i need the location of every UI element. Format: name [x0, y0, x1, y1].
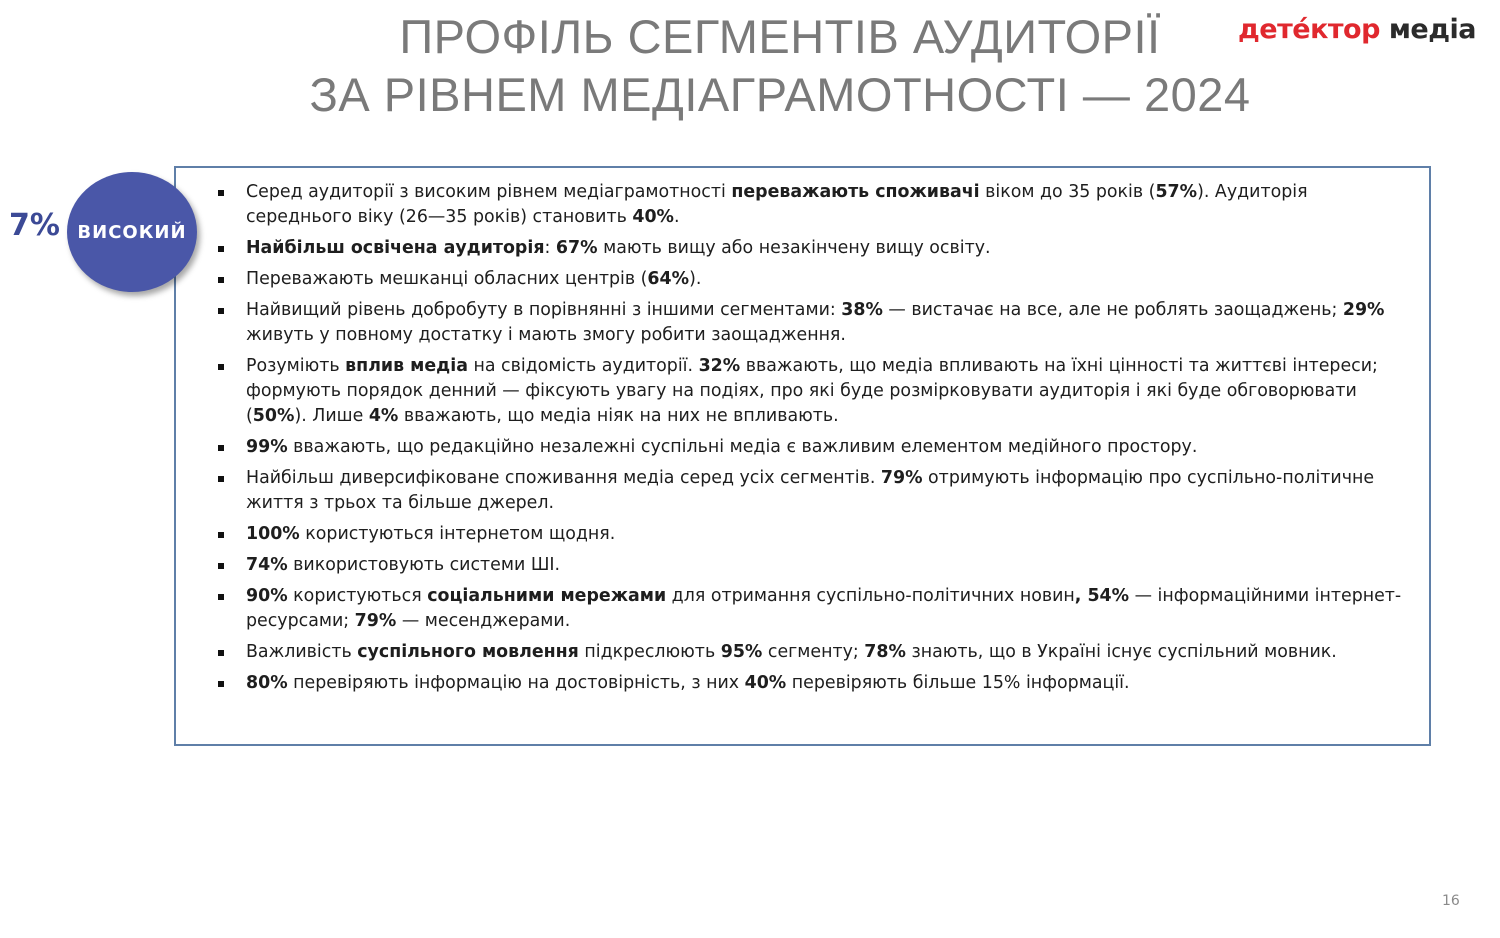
bullet-text-bold: соціальними мережами [427, 586, 667, 606]
page-number: 16 [1442, 893, 1460, 909]
bullet-item [216, 584, 1416, 634]
bullet-square-icon [218, 681, 224, 687]
bullet-text-bold: 32% [698, 356, 741, 376]
bullet-text: живуть у повному достатку і мають змогу робити заощадження. [246, 325, 846, 345]
logo-part-detector: детéктор [1238, 14, 1380, 45]
bullet-text: Розуміють [246, 356, 346, 376]
bullet-item [216, 236, 1416, 261]
bullet-text: ). Лише [294, 406, 369, 426]
bullet-text: Серед аудиторії з високим рівнем медіаграмотності [246, 182, 732, 202]
bullet-text: на свідомість аудиторії. [467, 356, 699, 376]
bullet-square-icon [218, 277, 224, 283]
bullet-square-icon [218, 445, 224, 451]
bullet-square-icon [218, 650, 224, 656]
bullet-square-icon [218, 476, 224, 482]
bullet-text-bold: 64% [647, 269, 690, 289]
bullet-text-bold: 99% [246, 437, 288, 457]
bullet-text-bold: переважають споживачі [731, 182, 980, 202]
bullet-text: вважають, що медіа впливають на їхні цінності та життєві інтереси; формують порядок денний — фіксують увагу на подіях, про які буде розмірковувати аудиторія і які буде обговорювати ( [246, 356, 1378, 426]
bullet-item [216, 640, 1416, 665]
bullet-text-bold: 40% [744, 673, 787, 693]
bullet-square-icon [218, 308, 224, 314]
bullet-square-icon [218, 364, 224, 370]
bullet-text: перевіряють інформацію на достовірність, з них [287, 673, 745, 693]
bullet-text: вважають, що редакційно незалежні суспільні медіа є важливим елементом медійного простору. [287, 437, 1198, 457]
bullet-text-bold: , 54% [1074, 586, 1130, 606]
bullet-text-bold: вплив медіа [345, 356, 468, 376]
bullet-text: користуються інтернетом щодня. [299, 524, 616, 544]
bullet-text: — інформаційними інтернет-ресурсами; [246, 586, 1402, 631]
page-title [230, 8, 1330, 124]
bullet-text-bold: 79% [880, 468, 923, 488]
bullet-text: для отримання суспільно-політичних новин [666, 586, 1075, 606]
bullet-item [216, 435, 1416, 460]
bullet-text: Найбільш диверсифіковане споживання медіа серед усіх сегментів. [246, 468, 881, 488]
bullet-text-bold: 100% [246, 524, 300, 544]
bullet-item [216, 522, 1416, 547]
bullet-item [216, 553, 1416, 578]
bullet-text: отримують інформацію про суспільно-політичне життя з трьох та більше джерел. [246, 468, 1375, 513]
detector-media-logo [1238, 14, 1476, 45]
bullet-text: ). [689, 269, 702, 289]
bullet-item [216, 180, 1416, 230]
bullet-text: Важливість [246, 642, 358, 662]
segment-description-panel [174, 166, 1431, 746]
bullet-item [216, 466, 1416, 516]
bullet-square-icon [218, 532, 224, 538]
bullet-text: . [674, 207, 680, 227]
bullet-text-bold: 4% [368, 406, 399, 426]
bullet-text: підкреслюють [578, 642, 721, 662]
bullet-text-bold: 57% [1155, 182, 1198, 202]
bullet-text-bold: 79% [354, 611, 397, 631]
bullet-text-bold: 40% [632, 207, 674, 227]
bullet-square-icon [218, 246, 224, 252]
bullet-list [216, 180, 1416, 702]
segment-label: ВИСОКИЙ [77, 221, 187, 243]
bullet-text: знають, що в Україні існує суспільний мовник. [905, 642, 1337, 662]
bullet-text: Найвищий рівень добробуту в порівнянні з іншими сегментами: [246, 300, 842, 320]
title-line-2: ЗА РІВНЕМ МЕДІАГРАМОТНОСТІ — 2024 [309, 68, 1251, 121]
bullet-text-bold: 95% [720, 642, 763, 662]
bullet-square-icon [218, 594, 224, 600]
bullet-text-bold: суспільного мовлення [357, 642, 579, 662]
bullet-text: — месенджерами. [396, 611, 571, 631]
bullet-item [216, 267, 1416, 292]
bullet-text: ). Аудиторія середнього віку (26—35 років) становить [246, 182, 1308, 227]
bullet-text-bold: 90% [246, 586, 288, 606]
bullet-text: віком до 35 років ( [979, 182, 1156, 202]
segment-percent: 7% [9, 208, 60, 243]
bullet-text: Переважають мешканці обласних центрів ( [246, 269, 648, 289]
bullet-text: вважають, що медіа ніяк на них не впливають. [398, 406, 839, 426]
bullet-text-bold: 50% [252, 406, 295, 426]
bullet-item [216, 298, 1416, 348]
bullet-text-bold: 29% [1342, 300, 1385, 320]
bullet-text: : [544, 238, 556, 258]
bullet-item [216, 671, 1416, 696]
bullet-square-icon [218, 563, 224, 569]
title-line-1: ПРОФІЛЬ СЕГМЕНТІВ АУДИТОРІЇ [399, 10, 1161, 63]
bullet-text: використовують системи ШІ. [287, 555, 561, 575]
bullet-text-bold: 78% [864, 642, 906, 662]
segment-circle-badge [67, 172, 197, 292]
bullet-text-bold: 74% [246, 555, 288, 575]
logo-part-media: медіа [1388, 14, 1477, 45]
bullet-text-bold: Найбільш освічена аудиторія [246, 238, 545, 258]
bullet-square-icon [218, 190, 224, 196]
bullet-item [216, 354, 1416, 429]
bullet-text-bold: 38% [841, 300, 883, 320]
bullet-text: користуються [287, 586, 428, 606]
bullet-text: перевіряють більше 15% інформації. [786, 673, 1130, 693]
bullet-text-bold: 67% [555, 238, 598, 258]
bullet-text: — вистачає на все, але не роблять заощаджень; [882, 300, 1343, 320]
bullet-text: мають вищу або незакінчену вищу освіту. [597, 238, 991, 258]
bullet-text-bold: 80% [246, 673, 288, 693]
bullet-text: сегменту; [762, 642, 865, 662]
